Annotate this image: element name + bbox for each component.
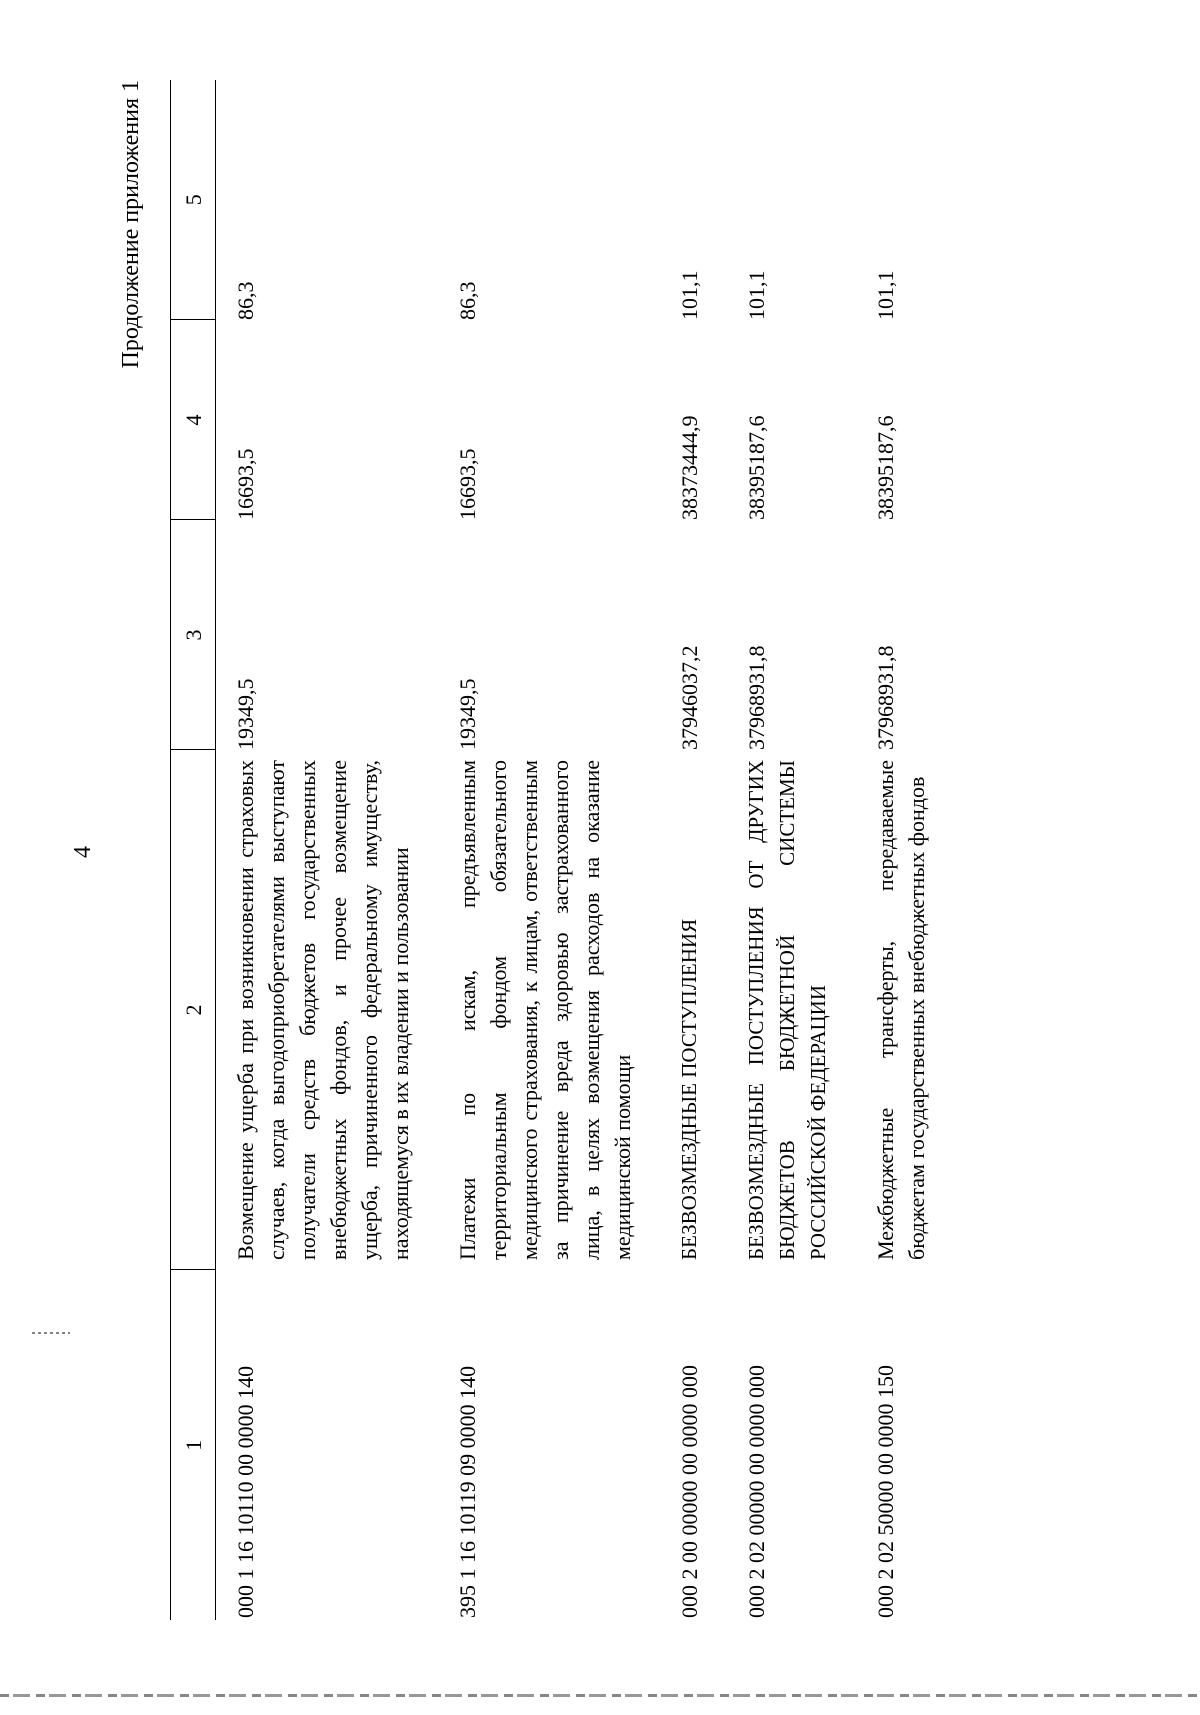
header-col-3: 3 bbox=[171, 520, 216, 750]
row-col4: 16693,5 bbox=[233, 448, 258, 520]
header-col-1: 1 bbox=[171, 1270, 216, 1620]
header-col-4: 4 bbox=[171, 320, 216, 520]
table-row bbox=[664, 80, 731, 1620]
row-col5: 86,3 bbox=[233, 281, 258, 320]
row-col5: 101,1 bbox=[873, 270, 898, 320]
row-code: 395 1 16 10119 09 0000 140 bbox=[455, 1365, 480, 1618]
scan-artifact-bottom bbox=[0, 1694, 1200, 1697]
row-col3: 37946037,2 bbox=[677, 645, 702, 750]
row-code: 000 2 02 50000 00 0000 150 bbox=[873, 1365, 898, 1618]
row-col3: 19349,5 bbox=[233, 678, 258, 750]
row-col4: 16693,5 bbox=[455, 448, 480, 520]
row-name: Межбюджетные трансферты, передаваемые бюджетам государственных внебюджетных фондов bbox=[873, 760, 929, 1260]
row-col5: 101,1 bbox=[744, 270, 769, 320]
header-col-5: 5 bbox=[171, 80, 216, 320]
continuation-caption: Продолжение приложения 1 bbox=[118, 80, 144, 369]
row-col4: 38395187,6 bbox=[744, 415, 769, 520]
table-row bbox=[860, 80, 958, 1620]
rotated-sheet bbox=[118, 80, 1078, 1620]
row-name: БЕЗВОЗМЕЗДНЫЕ ПОСТУПЛЕНИЯ ОТ ДРУГИХ БЮДЖЕТОВ БЮДЖЕТНОЙ СИСТЕМЫ РОССИЙСКОЙ ФЕДЕРАЦИИ bbox=[744, 760, 830, 1260]
row-col5: 101,1 bbox=[677, 270, 702, 320]
row-code: 000 2 02 00000 00 0000 000 bbox=[744, 1365, 769, 1618]
revenue-table bbox=[170, 80, 958, 1620]
row-col3: 19349,5 bbox=[455, 678, 480, 750]
table-row bbox=[731, 80, 860, 1620]
table-row bbox=[442, 80, 664, 1620]
row-name: БЕЗВОЗМЕЗДНЫЕ ПОСТУПЛЕНИЯ bbox=[677, 918, 701, 1260]
header-col-2: 2 bbox=[171, 750, 216, 1270]
row-col4: 38395187,6 bbox=[873, 415, 898, 520]
row-name: Возмещение ущерба при возникновении страховых случаев, когда выгодоприобретателями выступают получатели средств бюджетов государственных внебюджетных фондов, и прочее возмещение ущерба, причиненного федеральному имуществу, находящемуся в их владении и пользовании bbox=[233, 760, 413, 1260]
row-col4: 38373444,9 bbox=[677, 415, 702, 520]
row-col3: 37968931,8 bbox=[873, 645, 898, 750]
row-col5: 86,3 bbox=[455, 281, 480, 320]
row-code: 000 1 16 10110 00 0000 140 bbox=[233, 1365, 258, 1618]
page-number: 4 bbox=[70, 846, 96, 858]
scan-artifact bbox=[32, 1332, 70, 1334]
row-col3: 37968931,8 bbox=[744, 645, 769, 750]
row-code: 000 2 00 00000 00 0000 000 bbox=[677, 1365, 702, 1618]
row-name: Платежи по искам, предъявленным территориальным фондом обязательного медицинского страхования, к лицам, ответственным за причинение вреда здоровью застрахованного лица, в целях возмещения расходов на оказание медицинской помощи bbox=[455, 760, 635, 1260]
table-row bbox=[216, 80, 443, 1620]
table-header-row bbox=[171, 80, 216, 1620]
